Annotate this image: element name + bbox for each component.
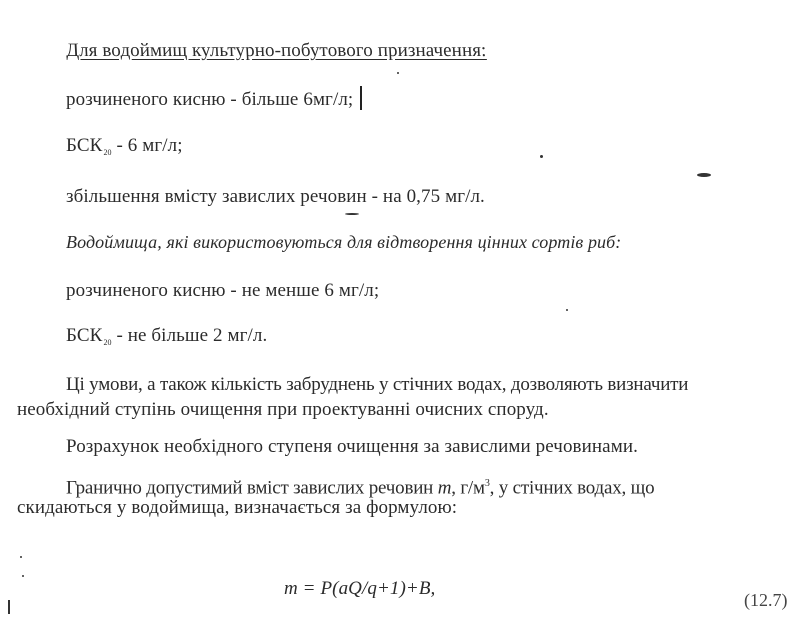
bod-subscript: 20 (103, 148, 112, 157)
equation-number: (12.7) (744, 590, 788, 610)
paragraph-conditions-line1: Ці умови, а також кількість забруднень у стічних водах, дозволяють визначити (66, 374, 689, 395)
scan-speck (8, 600, 10, 614)
requirement-suspended-solids: збільшення вмісту завислих речовин - на 0,75 мг/л. (66, 186, 485, 207)
requirement-bod (66, 135, 183, 164)
unit-superscript: 3 (484, 478, 490, 489)
scan-speck (20, 556, 22, 558)
paragraph-calculation: Розрахунок необхідного ступеня очищення за завислими речовинами. (66, 436, 638, 457)
fish-waters-heading: Водоймища, які використовуються для відтворення цінних сортів риб: (66, 232, 622, 252)
scan-speck (566, 309, 568, 311)
bod-subscript: 20 (103, 338, 112, 347)
paragraph-conditions-line2: необхідний ступінь очищення при проектуванні очисних споруд. (17, 399, 549, 420)
bod-label: БСК (66, 325, 103, 346)
requirement-unit: мг/л; (312, 89, 354, 110)
formula: m = P(aQ/q+1)+B, (284, 578, 436, 599)
scan-speck (540, 155, 543, 158)
scan-speck (397, 72, 399, 74)
requirement-value: 6 (303, 89, 313, 110)
scan-speck (697, 173, 711, 177)
scan-speck (345, 213, 359, 215)
bod-value: - 6 мг/л; (111, 135, 183, 156)
bod-value: - не більше 2 мг/л. (111, 325, 268, 346)
variable-m: m (437, 477, 452, 499)
paragraph-limit-line1 (66, 473, 654, 499)
unit-text: , г/м (451, 477, 485, 499)
bod-label: БСК (66, 135, 103, 156)
limit-text: Гранично допустимий вміст завислих речовин (66, 477, 438, 499)
scan-speck (22, 575, 24, 577)
fish-requirement-bod (66, 325, 267, 354)
section-heading: Для водоймищ культурно-побутового призначення: (65, 40, 487, 61)
paragraph-limit-line2: скидаються у водоймища, визначається за формулою: (17, 497, 458, 518)
limit-text-end: , у стічних водах, що (489, 477, 655, 499)
fish-requirement-oxygen: розчиненого кисню - не менше 6 мг/л; (66, 280, 380, 301)
requirement-dissolved-oxygen (66, 89, 353, 111)
requirement-label: розчиненого кисню - більше (66, 89, 304, 110)
text-cursor (360, 86, 362, 110)
